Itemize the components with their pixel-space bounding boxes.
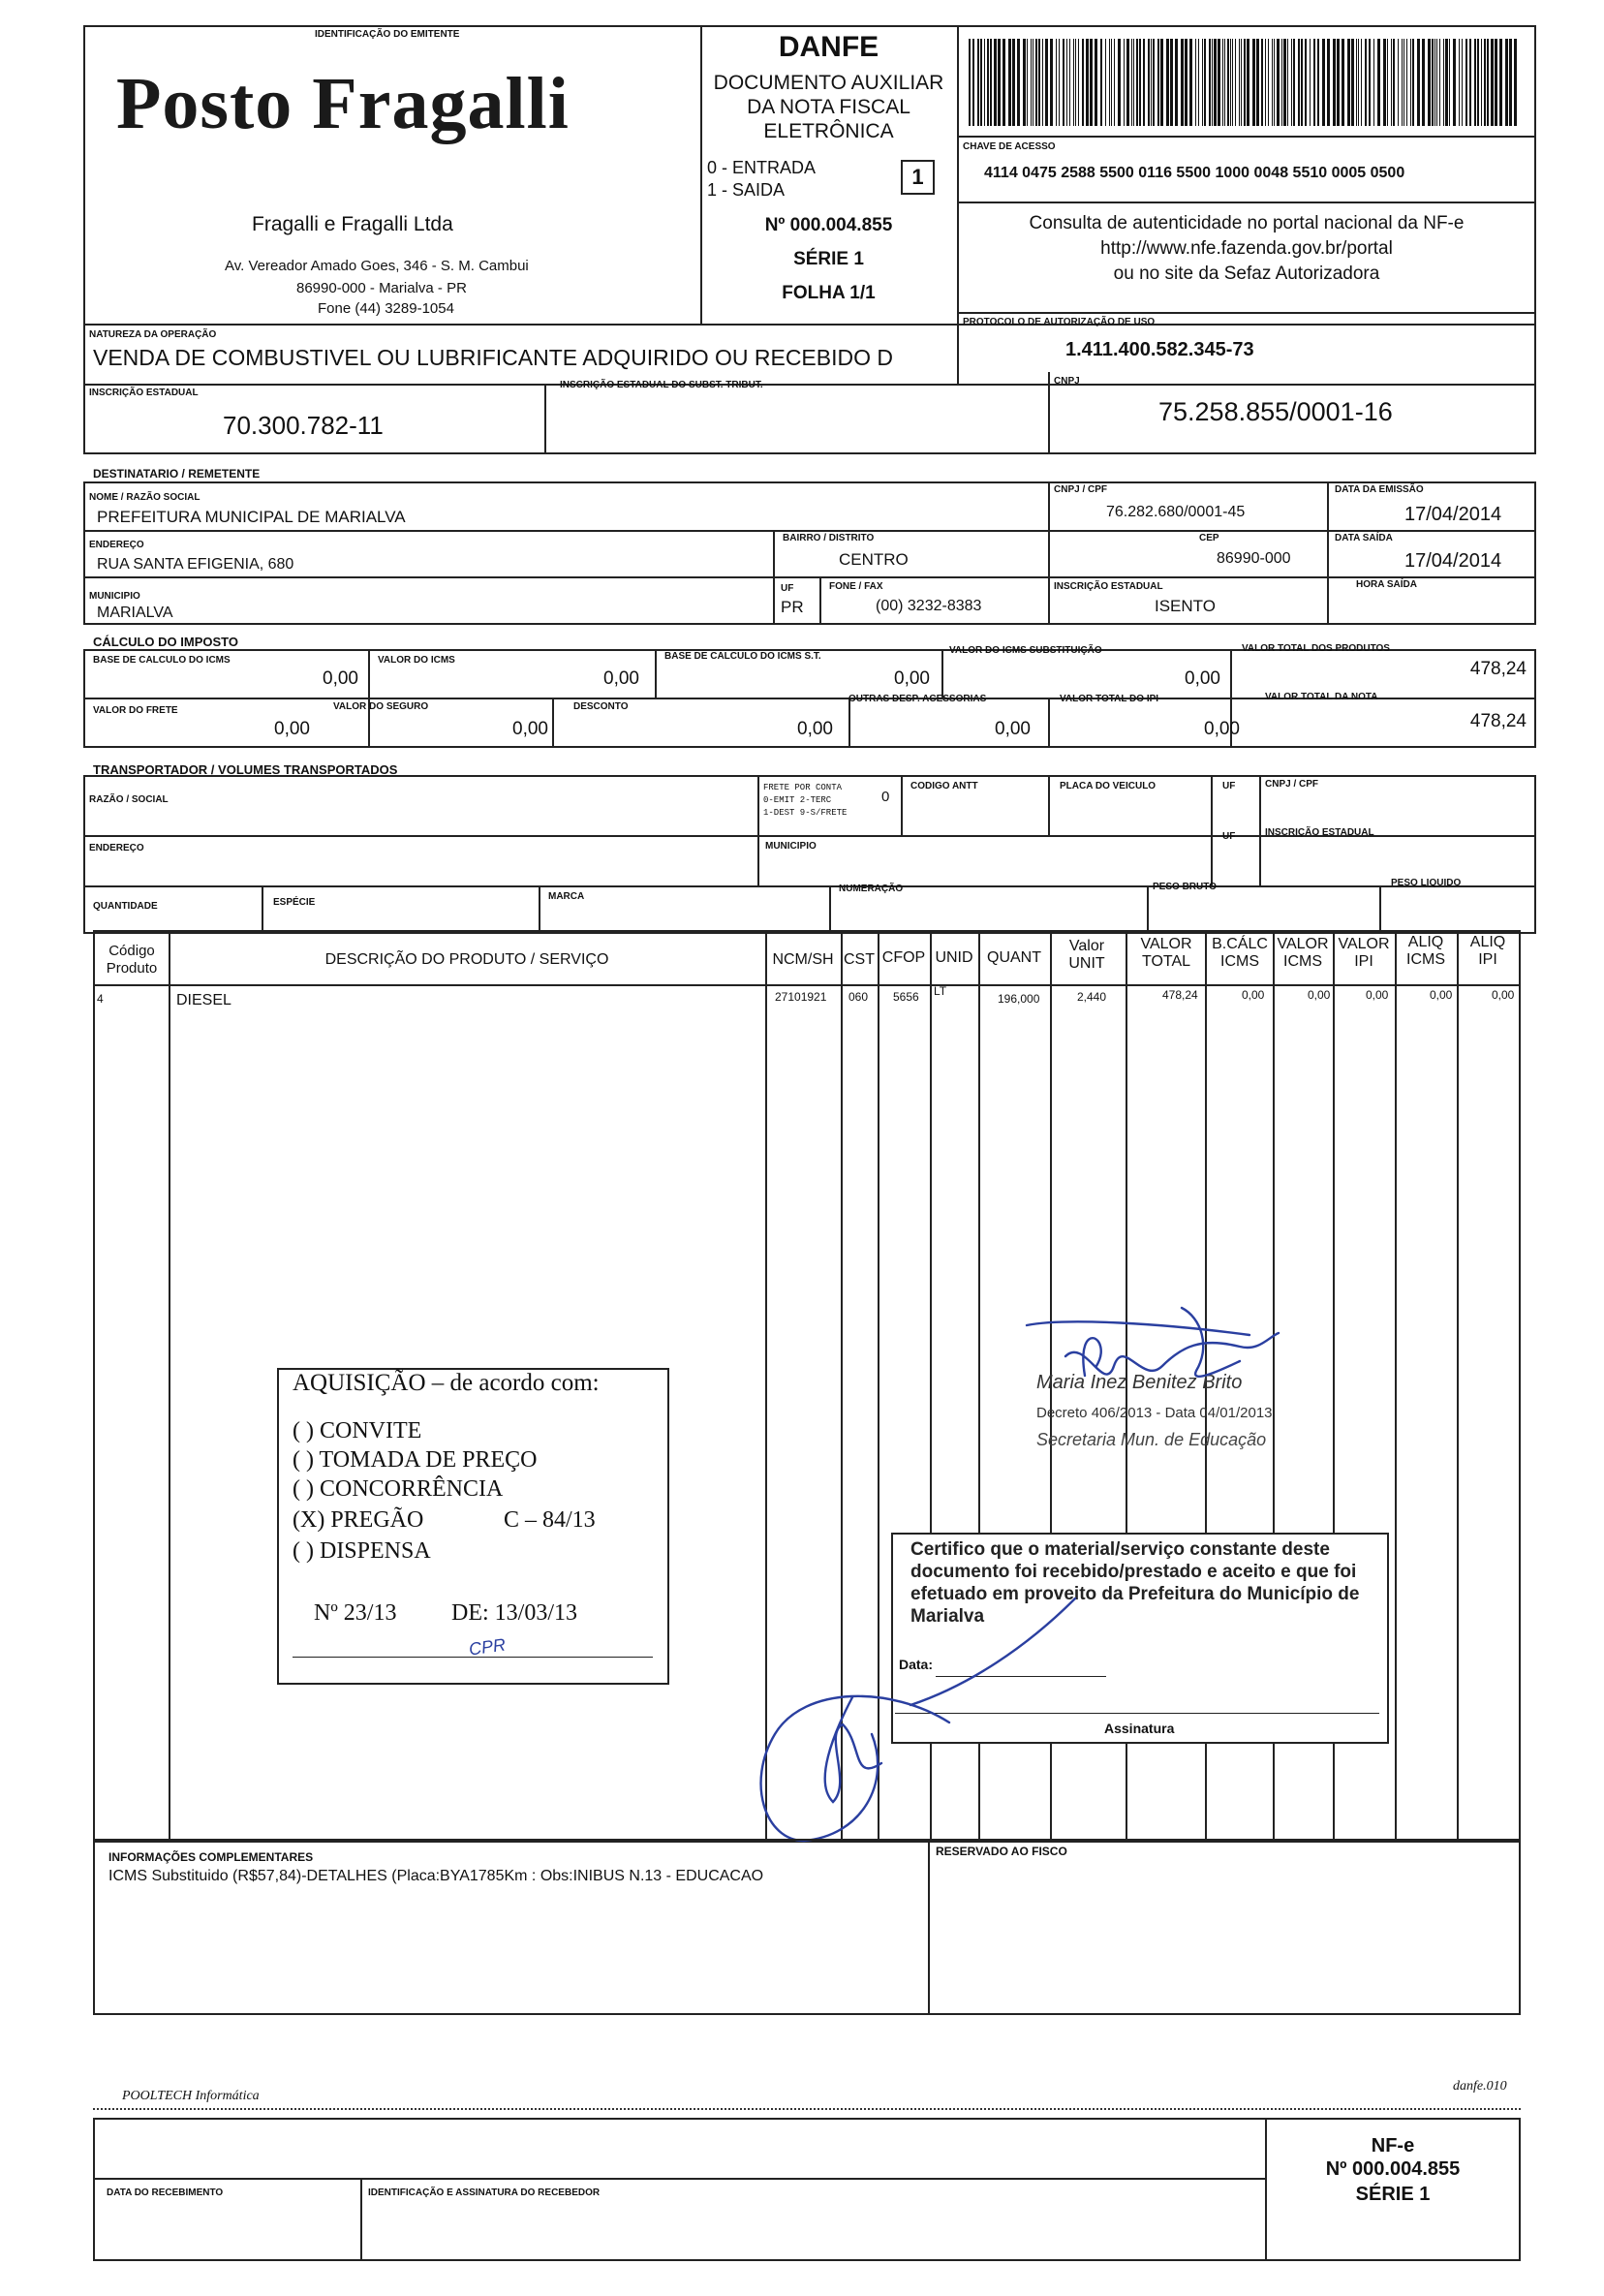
danfe-number: Nº 000.004.855 (764, 215, 893, 235)
imposto-section-label: CÁLCULO DO IMPOSTO (93, 635, 238, 649)
barcode-bar (1212, 39, 1213, 126)
barcode-bar (1327, 39, 1330, 126)
transp-municipio-label: MUNICIPIO (765, 841, 817, 852)
barcode-bar (1204, 39, 1206, 126)
dest-cep: 86990-000 (1217, 550, 1291, 567)
canhoto-nfe: NF-e (1371, 2135, 1415, 2156)
barcode-bar (1453, 39, 1456, 126)
barcode-bar (1170, 39, 1173, 126)
barcode-bar (1202, 39, 1203, 126)
frete-conta-line-2: 0-EMIT 2-TERC (763, 795, 832, 805)
canhoto-numero: Nº 000.004.855 (1325, 2158, 1461, 2180)
barcode-bar (1491, 39, 1494, 126)
barcode-bar (1369, 39, 1371, 126)
barcode-bar (1283, 39, 1286, 126)
barcode-bar (1272, 39, 1273, 126)
barcode-bar (1056, 39, 1057, 126)
barcode-bar (1393, 39, 1395, 126)
barcode-bar (1310, 39, 1311, 126)
barcode-bar (1361, 39, 1362, 126)
barcode-bar (1239, 39, 1240, 126)
col-quant: QUANT (987, 949, 1041, 966)
dest-ie: ISENTO (1155, 597, 1216, 615)
outras-label: OUTRAS DESP. ACESSORIAS (848, 694, 987, 704)
barcode-bar (1045, 39, 1048, 126)
frete-label: VALOR DO FRETE (93, 705, 178, 716)
consulta-line-3: ou no site da Sefaz Autorizadora (1113, 264, 1380, 284)
barcode-bar (1075, 39, 1076, 126)
barcode-bar (1313, 39, 1315, 126)
emitente-section-label: IDENTIFICAÇÃO DO EMITENTE (315, 29, 460, 40)
barcode-bar (1042, 39, 1043, 126)
barcode-bar (994, 39, 997, 126)
barcode-bar (1124, 39, 1125, 126)
barcode-bar (1469, 39, 1471, 126)
barcode-bar (1109, 39, 1110, 126)
barcode-bar (1086, 39, 1089, 126)
aquisicao-initials: CPR (467, 1634, 508, 1660)
barcode-bar (1139, 39, 1141, 126)
barcode-bar (1434, 39, 1435, 126)
barcode-bar (1412, 39, 1414, 126)
barcode-bar (1261, 39, 1263, 126)
barcode-bar (1038, 39, 1040, 126)
especie-label: ESPÉCIE (273, 897, 316, 908)
data-recebimento-label: DATA DO RECEBIMENTO (107, 2187, 224, 2198)
barcode-bar (1114, 39, 1115, 126)
emitter-logo: Posto Fragalli (116, 63, 570, 144)
icms-value: 0,00 (603, 668, 639, 689)
barcode-bar (1230, 39, 1231, 126)
cnpj-label: CNPJ (1054, 376, 1080, 387)
barcode-bar (1293, 39, 1295, 126)
peso-bruto-label: PESO BRUTO (1153, 882, 1217, 892)
col-vunit: Valor UNIT (1068, 938, 1105, 972)
barcode-bar (1277, 39, 1280, 126)
barcode-bar (1474, 39, 1476, 126)
tipo-value: 1 (911, 165, 924, 189)
aquisicao-numero: Nº 23/13 (314, 1600, 397, 1626)
cell-quant: 196,000 (998, 992, 1040, 1006)
col-unid: UNID (935, 949, 973, 966)
barcode-bar (1317, 39, 1319, 126)
barcode (969, 39, 1521, 128)
numeracao-label: NUMERAÇÃO (839, 884, 904, 894)
barcode-bar (1268, 39, 1269, 126)
aquisicao-dispensa: ( ) DISPENSA (293, 1538, 431, 1564)
barcode-bar (1373, 39, 1374, 126)
col-descricao: DESCRIÇÃO DO PRODUTO / SERVIÇO (324, 951, 609, 968)
barcode-bar (1244, 39, 1246, 126)
col-codigo: Código Produto (106, 943, 158, 977)
col-v-icms: VALOR ICMS (1277, 936, 1329, 970)
cell-unid: LT (934, 984, 947, 998)
col-vtotal: VALOR TOTAL (1140, 936, 1192, 970)
barcode-bar (1422, 39, 1425, 126)
dest-fone: (00) 3232-8383 (876, 598, 982, 614)
saida-label: 1 - SAIDA (707, 180, 786, 200)
barcode-bar (984, 39, 985, 126)
col-aliq-ipi: ALIQ IPI (1469, 934, 1506, 968)
barcode-bar (1465, 39, 1467, 126)
total-nota-value: 478,24 (1469, 711, 1527, 731)
dest-municipio: MARIALVA (97, 605, 173, 621)
entrada-label: 0 - ENTRADA (707, 158, 817, 177)
transp-razao-label: RAZÃO / SOCIAL (89, 794, 169, 805)
barcode-bar (1133, 39, 1134, 126)
dest-hora-label: HORA SAÍDA (1356, 579, 1417, 590)
cell-v-ipi: 0,00 (1366, 988, 1389, 1002)
natureza-value: VENDA DE COMBUSTIVEL OU LUBRIFICANTE ADQUIRIDO OU RECEBIDO D (93, 345, 894, 370)
chave-label: CHAVE DE ACESSO (963, 141, 1056, 152)
barcode-bar (1227, 39, 1229, 126)
barcode-bar (1342, 39, 1344, 126)
barcode-bar (1023, 39, 1026, 126)
barcode-bar (1377, 39, 1380, 126)
dest-cnpj: 76.282.680/0001-45 (1106, 504, 1246, 520)
col-v-ipi: VALOR IPI (1338, 936, 1390, 970)
barcode-bar (1252, 39, 1255, 126)
ipi-value: 0,00 (1204, 719, 1240, 739)
secretaria-stamp-decreto: Decreto 406/2013 - Data 04/01/2013 (1036, 1405, 1273, 1421)
dest-emissao-label: DATA DA EMISSÃO (1335, 484, 1424, 495)
barcode-bar (1305, 39, 1307, 126)
aquisicao-data: DE: 13/03/13 (451, 1600, 577, 1626)
danfe-title: DANFE (778, 31, 879, 63)
danfe-subtitle-3: ELETRÔNICA (763, 120, 894, 142)
natureza-label: NATUREZA DA OPERAÇÃO (89, 329, 217, 340)
barcode-bar (1136, 39, 1138, 126)
barcode-bar (990, 39, 992, 126)
barcode-bar (1281, 39, 1282, 126)
danfe-serie: SÉRIE 1 (793, 249, 864, 269)
barcode-bar (1410, 39, 1411, 126)
barcode-bar (1445, 39, 1448, 126)
barcode-bar (1224, 39, 1225, 126)
barcode-bar (1443, 39, 1444, 126)
barcode-bar (1050, 39, 1053, 126)
protocolo-value: 1.411.400.582.345-73 (1065, 339, 1254, 360)
barcode-bar (1432, 39, 1434, 126)
aquisicao-convite: ( ) CONVITE (293, 1418, 422, 1443)
barcode-bar (1157, 39, 1159, 126)
barcode-bar (1105, 39, 1106, 126)
aquisicao-pregao-ref: C – 84/13 (504, 1507, 596, 1533)
transp-cnpj-label: CNPJ / CPF (1265, 779, 1319, 790)
placa-label: PLACA DO VEICULO (1060, 781, 1157, 791)
dest-ie-label: INSCRIÇÃO ESTADUAL (1054, 581, 1163, 592)
cell-aliq-ipi: 0,00 (1492, 988, 1515, 1002)
seguro-label: VALOR DO SEGURO (333, 701, 429, 712)
barcode-bar (1017, 39, 1020, 126)
total-prod-label: VALOR TOTAL DOS PRODUTOS (1242, 643, 1390, 654)
barcode-bar (972, 39, 974, 126)
barcode-bar (1256, 39, 1259, 126)
info-block (93, 1839, 1521, 2015)
quantidade-label: QUANTIDADE (93, 901, 158, 912)
barcode-bar (1509, 39, 1512, 126)
danfe-folha: FOLHA 1/1 (782, 283, 876, 303)
barcode-bar (1402, 39, 1403, 126)
barcode-bar (1481, 39, 1482, 126)
barcode-bar (977, 39, 979, 126)
barcode-bar (1214, 39, 1217, 126)
cell-vtotal: 478,24 (1162, 988, 1198, 1002)
barcode-bar (1222, 39, 1223, 126)
emitter-name: Fragalli e Fragalli Ltda (252, 213, 453, 235)
barcode-bar (1484, 39, 1486, 126)
barcode-bar (1218, 39, 1220, 126)
barcode-bar (1241, 39, 1242, 126)
barcode-bar (1185, 39, 1188, 126)
barcode-bar (1073, 39, 1074, 126)
bc-icms-value: 0,00 (323, 668, 358, 689)
barcode-bar (980, 39, 982, 126)
barcode-bar (1287, 39, 1288, 126)
barcode-bar (1066, 39, 1067, 126)
dest-nome: PREFEITURA MUNICIPAL DE MARIALVA (97, 508, 406, 526)
col-cst: CST (844, 951, 875, 968)
barcode-bar (1151, 39, 1152, 126)
barcode-bar (1232, 39, 1233, 126)
ident-recebedor-label: IDENTIFICAÇÃO E ASSINATURA DO RECEBEDOR (368, 2187, 601, 2198)
barcode-bar (1298, 39, 1300, 126)
barcode-bar (1347, 39, 1350, 126)
frete-conta-value: 0 (881, 789, 890, 805)
barcode-bar (1495, 39, 1497, 126)
barcode-bar (1428, 39, 1431, 126)
bc-icms-label: BASE DE CALCULO DO ICMS (93, 655, 231, 666)
barcode-bar (1301, 39, 1303, 126)
dest-emissao: 17/04/2014 (1404, 504, 1502, 525)
cell-ncm: 27101921 (775, 990, 827, 1004)
barcode-bar (1487, 39, 1489, 126)
dest-uf: PR (781, 598, 804, 616)
transp-endereco-label: ENDEREÇO (89, 843, 144, 853)
col-bc-icms: B.CÁLC ICMS (1212, 936, 1268, 970)
barcode-bar (1505, 39, 1508, 126)
cell-aliq-icms: 0,00 (1430, 988, 1453, 1002)
barcode-bar (1118, 39, 1121, 126)
aquisicao-title: AQUISIÇÃO – de acordo com: (293, 1370, 600, 1396)
icms-label: VALOR DO ICMS (378, 655, 455, 666)
barcode-bar (1031, 39, 1032, 126)
desconto-label: DESCONTO (573, 701, 629, 712)
barcode-bar (1166, 39, 1169, 126)
barcode-bar (1436, 39, 1437, 126)
aquisicao-tomada: ( ) TOMADA DE PREÇO (293, 1447, 538, 1473)
form-code: danfe.010 (1453, 2079, 1507, 2094)
barcode-bar (1499, 39, 1502, 126)
cell-codigo: 4 (97, 992, 104, 1006)
barcode-bar (1126, 39, 1129, 126)
barcode-bar (1356, 39, 1357, 126)
emitter-cep-city: 86990-000 - Marialva - PR (296, 280, 467, 296)
barcode-bar (1143, 39, 1145, 126)
barcode-bar (1100, 39, 1102, 126)
emitter-address: Av. Vereador Amado Goes, 346 - S. M. Cambui (225, 258, 529, 274)
barcode-bar (1265, 39, 1266, 126)
emitter-phone: Fone (44) 3289-1054 (318, 300, 454, 317)
cell-vunit: 2,440 (1077, 990, 1107, 1004)
aquisicao-concorrencia: ( ) CONCORRÊNCIA (293, 1476, 504, 1502)
transp-uf2-label: UF (1222, 831, 1236, 842)
info-value: ICMS Substituido (R$57,84)-DETALHES (Placa:BYA1785Km : Obs:INIBUS N.13 - EDUCACAO (108, 1868, 764, 1884)
barcode-bar (1365, 39, 1367, 126)
dest-uf-label: UF (781, 583, 794, 594)
dest-endereco: RUA SANTA EFIGENIA, 680 (97, 556, 294, 573)
barcode-bar (1462, 39, 1463, 126)
barcode-bar (1111, 39, 1112, 126)
transp-ie-label: INSCRIÇÃO ESTADUAL (1265, 827, 1374, 838)
bc-st-label: BASE DE CALCULO DO ICMS S.T. (664, 651, 821, 662)
barcode-bar (1008, 39, 1011, 126)
total-prod-value: 478,24 (1469, 659, 1527, 679)
barcode-bar (969, 39, 971, 126)
barcode-bar (1209, 39, 1211, 126)
col-cfop: CFOP (881, 949, 926, 966)
barcode-bar (1035, 39, 1037, 126)
barcode-bar (1131, 39, 1132, 126)
certifico-text: Certifico que o material/serviço constante deste documento foi recebido/prestado e aceito e que foi efetuado em proveito da Prefeitura do Município de Marialva (910, 1539, 1360, 1627)
destinatario-section-label: DESTINATARIO / REMETENTE (93, 467, 261, 481)
peso-liquido-label: PESO LIQUIDO (1391, 878, 1462, 888)
secretaria-stamp-dept: Secretaria Mun. de Educação (1036, 1430, 1267, 1449)
barcode-bar (1514, 39, 1517, 126)
barcode-bar (1078, 39, 1079, 126)
destinatario-block (83, 481, 1536, 625)
cell-bc-icms: 0,00 (1242, 988, 1265, 1002)
frete-conta-line-3: 1-DEST 9-S/FRETE (763, 808, 848, 818)
cell-descricao: DIESEL (176, 992, 231, 1008)
ie-value: 70.300.782-11 (223, 411, 384, 440)
cell-cst: 060 (848, 990, 869, 1004)
total-nota-label: VALOR TOTAL DA NOTA (1265, 692, 1378, 702)
protocolo-label: PROTOCOLO DE AUTORIZAÇÃO DE USO (963, 317, 1156, 327)
barcode-bar (1090, 39, 1093, 126)
consulta-line-1: Consulta de autenticidade no portal nacional da NF-e (1029, 213, 1465, 233)
barcode-bar (1002, 39, 1005, 126)
transportador-section-label: TRANSPORTADOR / VOLUMES TRANSPORTADOS (93, 762, 398, 777)
dest-saida: 17/04/2014 (1404, 550, 1502, 572)
barcode-bar (1063, 39, 1064, 126)
bc-st-value: 0,00 (894, 668, 930, 689)
dest-endereco-label: ENDEREÇO (89, 540, 144, 550)
barcode-bar (1247, 39, 1249, 126)
dest-saida-label: DATA SAÍDA (1335, 533, 1393, 543)
consulta-line-2: http://www.nfe.fazenda.gov.br/portal (1100, 238, 1393, 259)
secretaria-stamp-name: Maria Inez Benitez Brito (1036, 1372, 1243, 1393)
barcode-bar (1459, 39, 1460, 126)
canhoto-serie: SÉRIE 1 (1355, 2184, 1431, 2205)
barcode-bar (1198, 39, 1199, 126)
software-credit: POOLTECH Informática (122, 2089, 260, 2103)
transp-uf-label: UF (1222, 781, 1236, 791)
barcode-bar (1383, 39, 1386, 126)
barcode-bar (1027, 39, 1028, 126)
barcode-bar (1181, 39, 1184, 126)
col-aliq-icms: ALIQ ICMS (1406, 934, 1445, 968)
barcode-bar (1069, 39, 1070, 126)
barcode-bar (1398, 39, 1399, 126)
dest-cnpj-label: CNPJ / CPF (1054, 484, 1108, 495)
frete-value: 0,00 (274, 719, 310, 739)
chave-value: 4114 0475 2588 5500 0116 5500 1000 0048 5510 0005 0500 (984, 165, 1405, 181)
barcode-bar (1333, 39, 1336, 126)
cnpj-value: 75.258.855/0001-16 (1158, 397, 1393, 426)
dest-cep-label: CEP (1199, 533, 1219, 543)
barcode-bar (1235, 39, 1236, 126)
dest-bairro-label: BAIRRO / DISTRITO (783, 533, 875, 543)
frete-conta-line-1: FRETE POR CONTA (763, 783, 843, 792)
barcode-bar (1059, 39, 1060, 126)
barcode-bar (1351, 39, 1354, 126)
barcode-bar (1160, 39, 1163, 126)
dest-nome-label: NOME / RAZÃO SOCIAL (89, 492, 200, 503)
col-ncm: NCM/SH (772, 951, 834, 968)
dest-bairro: CENTRO (839, 550, 909, 569)
ie-st-label: INSCRIÇÃO ESTADUAL DO SUBST. TRIBUT. (560, 380, 763, 390)
dest-fone-label: FONE / FAX (829, 581, 883, 592)
marca-label: MARCA (548, 891, 585, 902)
barcode-bar (1195, 39, 1196, 126)
barcode-bar (1417, 39, 1420, 126)
desconto-value: 0,00 (797, 719, 833, 739)
certifico-data-label: Data: (899, 1657, 934, 1672)
barcode-bar (1406, 39, 1407, 126)
handwritten-signatures (659, 1279, 1395, 1860)
barcode-bar (1012, 39, 1015, 126)
antt-label: CODIGO ANTT (910, 781, 978, 791)
aquisicao-pregao: (X) PREGÃO (293, 1507, 424, 1533)
barcode-bar (1148, 39, 1150, 126)
barcode-bar (1274, 39, 1275, 126)
barcode-bar (987, 39, 989, 126)
barcode-bar (1387, 39, 1388, 126)
dest-municipio-label: MUNICIPIO (89, 591, 140, 602)
barcode-bar (1082, 39, 1084, 126)
danfe-subtitle-2: DA NOTA FISCAL (747, 96, 910, 118)
danfe-subtitle-1: DOCUMENTO AUXILIAR (713, 72, 944, 94)
ipi-label: VALOR TOTAL DO IPI (1060, 694, 1159, 704)
cell-v-icms: 0,00 (1308, 988, 1331, 1002)
barcode-bar (1358, 39, 1359, 126)
barcode-bar (1391, 39, 1392, 126)
barcode-bar (1095, 39, 1097, 126)
seguro-value: 0,00 (512, 719, 548, 739)
barcode-bar (1175, 39, 1178, 126)
icms-st-value: 0,00 (1185, 668, 1220, 689)
fisco-label: RESERVADO AO FISCO (936, 1845, 1067, 1858)
ie-label: INSCRIÇÃO ESTADUAL (89, 388, 199, 398)
info-label: INFORMAÇÕES COMPLEMENTARES (108, 1850, 314, 1864)
barcode-bar (1449, 39, 1450, 126)
barcode-bar (998, 39, 1001, 126)
barcode-bar (1189, 39, 1192, 126)
cell-cfop: 5656 (893, 990, 919, 1004)
outras-value: 0,00 (995, 719, 1031, 739)
barcode-bar (1322, 39, 1325, 126)
certifico-assinatura: Assinatura (1104, 1721, 1175, 1736)
barcode-bar (1337, 39, 1340, 126)
barcode-bar (1153, 39, 1155, 126)
barcode-bar (1477, 39, 1479, 126)
barcode-bar (1439, 39, 1440, 126)
icms-st-label: VALOR DO ICMS SUBSTITUIÇÃO (949, 645, 1102, 656)
barcode-bar (1291, 39, 1292, 126)
